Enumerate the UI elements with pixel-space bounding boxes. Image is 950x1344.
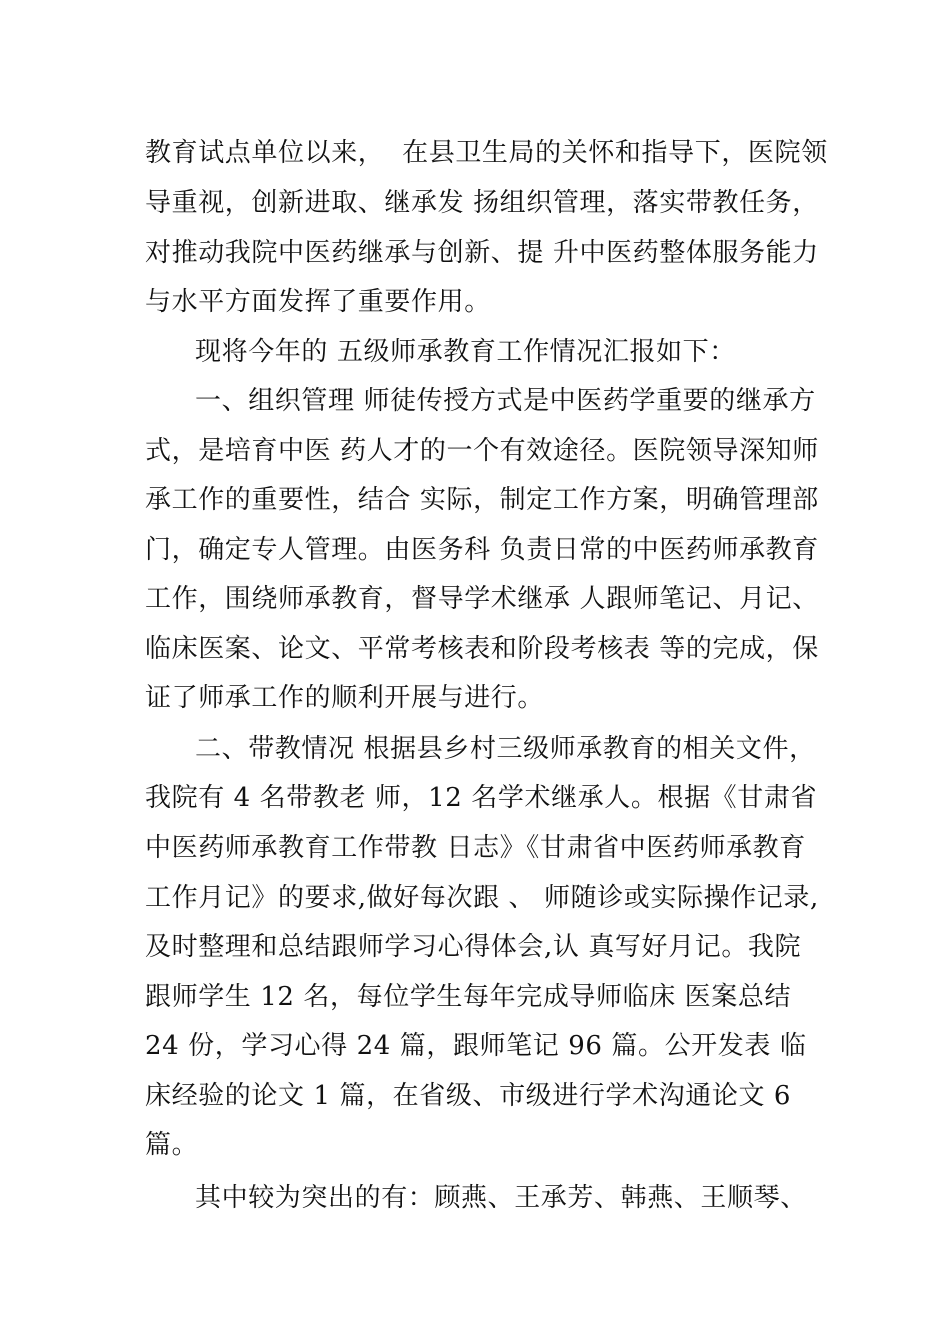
text-line: 工作月记》的要求,做好每次跟 、 师随诊或实际操作记录,: [145, 883, 819, 913]
text-line: 一、组织管理 师徒传授方式是中医药学重要的继承方: [195, 386, 816, 416]
text-line: 证了师承工作的顺利开展与进行。: [145, 683, 545, 713]
text-line: 床经验的论文 1 篇，在省级、市级进行学术沟通论文 6: [145, 1081, 792, 1111]
text-line: 我院有 4 名带教老 师，12 名学术继承人。根据《甘肃省: [145, 783, 818, 813]
text-line: 与水平方面发挥了重要作用。: [145, 287, 491, 317]
text-line: 24 份，学习心得 24 篇，跟师笔记 96 篇。公开发表 临: [145, 1031, 807, 1061]
text-line: 导重视，创新进取、继承发 扬组织管理，落实带教任务，: [145, 188, 819, 218]
text-line: 承工作的重要性，结合 实际，制定工作方案，明确管理部: [145, 485, 819, 515]
text-line: 式，是培育中医 药人才的一个有效途径。医院领导深知师: [145, 436, 819, 466]
text-line: 门，确定专人管理。由医务科 负责日常的中医药师承教育: [145, 535, 819, 565]
text-line: 临床医案、论文、平常考核表和阶段考核表 等的完成，保: [145, 634, 819, 664]
text-line: 工作，围绕师承教育，督导学术继承 人跟师笔记、月记、: [145, 584, 819, 614]
text-line: 中医药师承教育工作带教 日志》《甘肃省中医药师承教育: [145, 833, 806, 863]
text-line: 现将今年的 五级师承教育工作情况汇报如下：: [195, 337, 736, 367]
text-line: 二、带教情况 根据县乡村三级师承教育的相关文件，: [195, 734, 816, 764]
text-line: 跟师学生 12 名，每位学生每年完成导师临床 医案总结: [145, 982, 792, 1012]
text-line: 教育试点单位以来， 在县卫生局的关怀和指导下，医院领: [145, 138, 828, 168]
text-line: 对推动我院中医药继承与创新、提 升中医药整体服务能力: [145, 238, 819, 268]
text-line: 其中较为突出的有：顾燕、王承芳、韩燕、王顺琴、: [195, 1183, 807, 1213]
text-line: 及时整理和总结跟师学习心得体会,认 真写好月记。我院: [145, 932, 802, 962]
text-line: 篇。: [145, 1130, 199, 1160]
